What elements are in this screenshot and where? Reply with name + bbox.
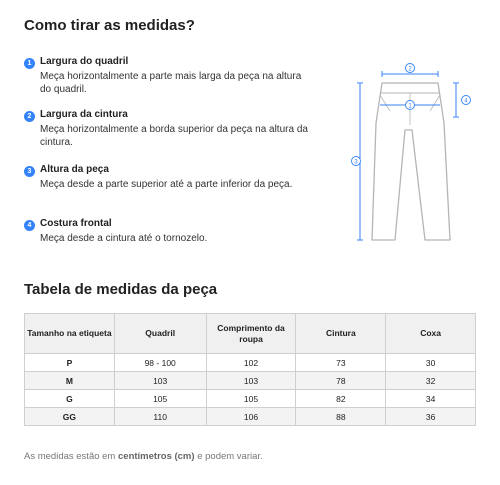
size-table-title: Tabela de medidas da peça — [24, 281, 218, 298]
measurement-footnote — [24, 451, 263, 462]
step-label: Costura frontal — [40, 218, 112, 229]
page-title: Como tirar as medidas? — [24, 17, 195, 34]
table-row — [25, 390, 476, 408]
table-cell: 88 — [296, 408, 386, 426]
table-cell: 82 — [296, 390, 386, 408]
pocket-right-line — [430, 95, 440, 111]
step-description: Meça horizontalmente a borda superior da peça na altura da cintura. — [40, 124, 308, 148]
table-cell-size: M — [25, 372, 115, 390]
column-header: Comprimento da roupa — [206, 314, 296, 354]
step-label: Largura do quadril — [40, 56, 129, 67]
pocket-left-line — [380, 95, 390, 111]
step-description: Meça horizontalmente a parte mais larga da peça na altura do quadril. — [40, 71, 302, 95]
table-cell: 105 — [206, 390, 296, 408]
table-cell: 105 — [114, 390, 206, 408]
table-cell: 78 — [296, 372, 386, 390]
step-number-badge: 2 — [24, 111, 35, 122]
table-cell: 34 — [386, 390, 476, 408]
size-table — [24, 313, 476, 426]
table-cell: 36 — [386, 408, 476, 426]
step-label: Largura da cintura — [40, 109, 128, 120]
column-header: Coxa — [386, 314, 476, 354]
table-cell-size: GG — [25, 408, 115, 426]
footnote-unit: centímetros (cm) — [118, 451, 195, 462]
table-cell: 98 - 100 — [114, 354, 206, 372]
table-row — [25, 354, 476, 372]
table-row — [25, 408, 476, 426]
table-header-row — [25, 314, 476, 354]
marker-label: 4 — [464, 98, 468, 105]
step-description: Meça desde a cintura até o tornozelo. — [40, 233, 208, 244]
table-cell: 106 — [206, 408, 296, 426]
marker-label: 2 — [408, 66, 412, 73]
step-number-badge: 3 — [24, 166, 35, 177]
table-row — [25, 372, 476, 390]
marker-label: 3 — [354, 159, 358, 166]
table-cell: 73 — [296, 354, 386, 372]
step-label: Altura da peça — [40, 164, 109, 175]
table-cell: 110 — [114, 408, 206, 426]
table-cell: 32 — [386, 372, 476, 390]
table-cell-size: P — [25, 354, 115, 372]
column-header: Cintura — [296, 314, 386, 354]
table-cell: 30 — [386, 354, 476, 372]
table-cell-size: G — [25, 390, 115, 408]
marker-label: 1 — [408, 103, 412, 110]
table-cell: 102 — [206, 354, 296, 372]
column-header: Quadril — [114, 314, 206, 354]
pants-measurement-diagram — [340, 55, 490, 250]
table-cell: 103 — [114, 372, 206, 390]
step-number-badge: 1 — [24, 58, 35, 69]
step-description: Meça desde a parte superior até a parte inferior da peça. — [40, 179, 293, 190]
step-number-badge: 4 — [24, 220, 35, 231]
footnote-prefix: As medidas estão em — [24, 451, 118, 462]
footnote-suffix: e podem variar. — [194, 451, 263, 462]
column-header: Tamanho na etiqueta — [25, 314, 115, 354]
table-cell: 103 — [206, 372, 296, 390]
